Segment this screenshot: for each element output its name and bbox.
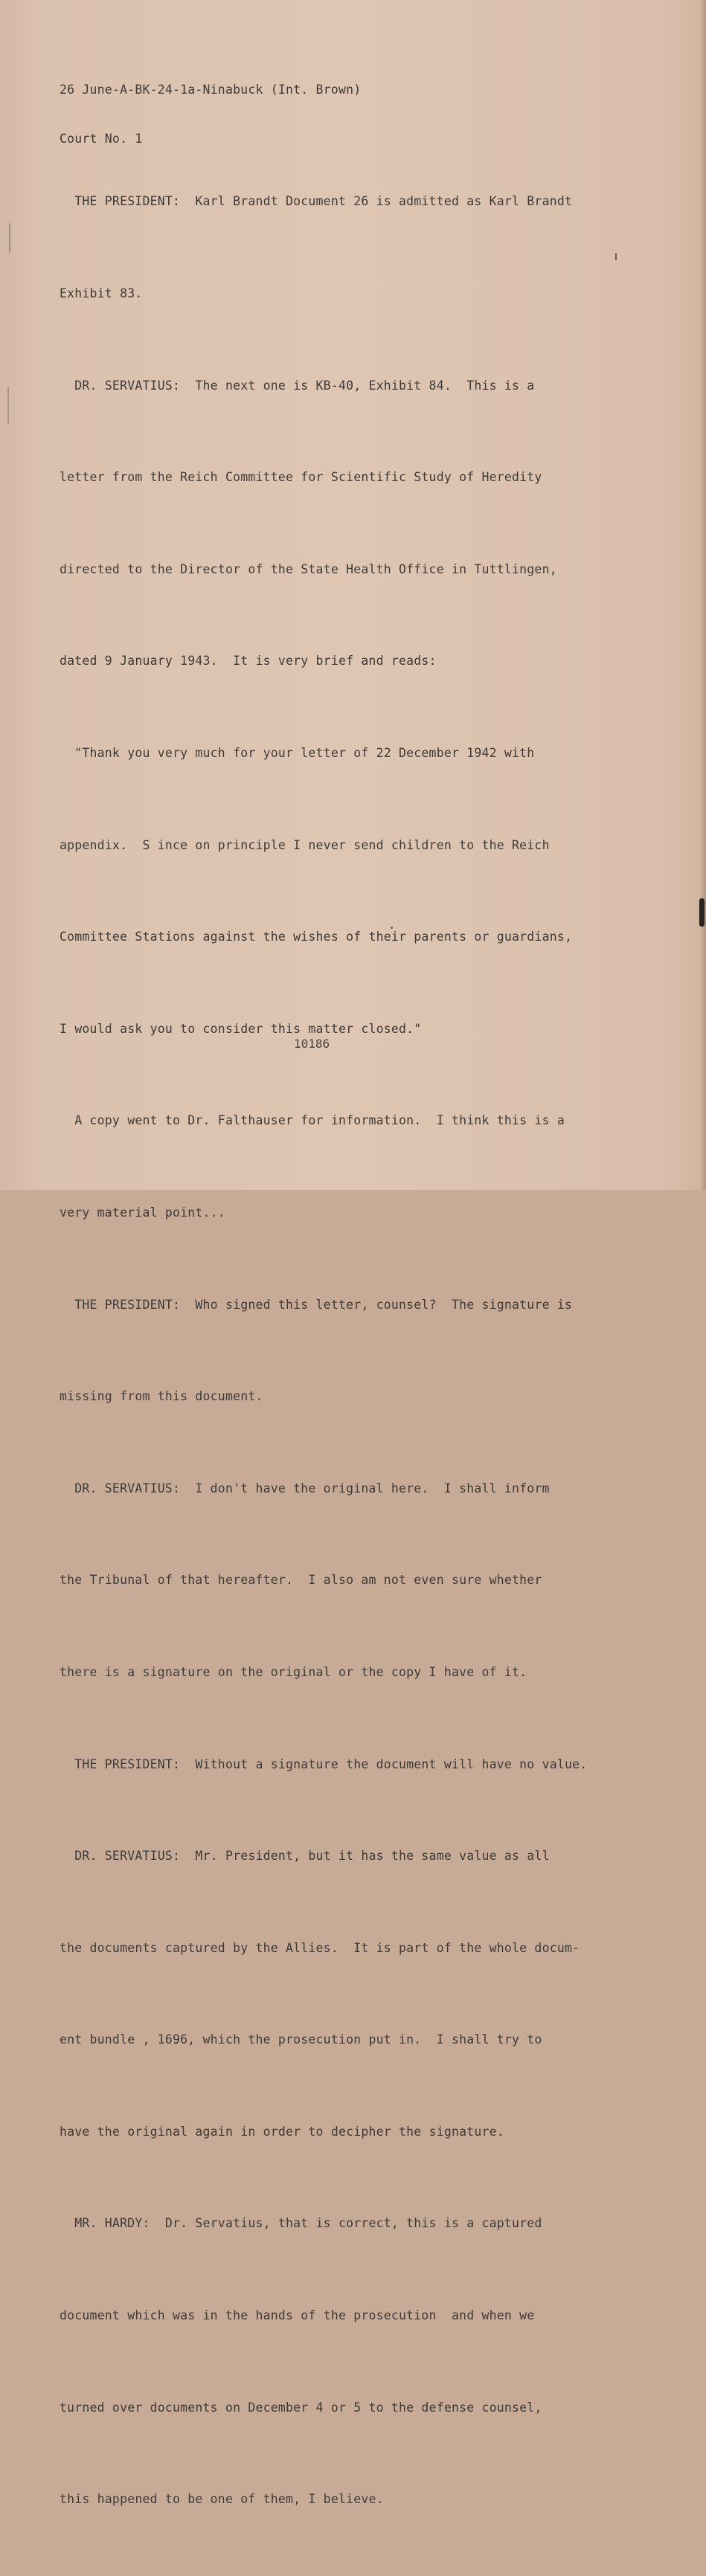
paper-speck [391, 927, 393, 929]
transcript-line: THE PRESIDENT: Without a signature the document will have no value. [60, 1756, 588, 1771]
transcript-line: A copy went to Dr. Falthauser for information. I think this is a [60, 1113, 565, 1128]
paper-speck [9, 223, 10, 253]
transcript-line: this happened to be one of them, I believe. [60, 2492, 384, 2507]
page-number: 10186 [294, 1037, 330, 1051]
header-line: 26 June-A-BK-24-1a-Ninabuck (Int. Brown) [60, 83, 362, 97]
transcript-line: DR. SERVATIUS: I don't have the original here. I shall inform [60, 1481, 550, 1495]
transcript-line: MR. HARDY: Dr. Servatius, that is correct, this is a captured [60, 2216, 542, 2231]
transcript-line: directed to the Director of the State Health Office in Tuttlingen, [60, 561, 557, 576]
transcript-line: Exhibit 83. [60, 286, 143, 300]
transcript-line: THE PRESIDENT: Karl Brandt Document 26 is admitted as Karl Brandt [60, 194, 573, 209]
binding-clip [699, 898, 705, 927]
transcript-line: have the original again in order to decipher the signature. [60, 2124, 504, 2139]
transcript-line: missing from this document. [60, 1389, 263, 1404]
paper-speck [7, 387, 9, 424]
transcript-line: there is a signature on the original or the copy I have of it. [60, 1664, 527, 1679]
transcript-line: appendix. S ince on principle I never send children to the Reich [60, 837, 550, 852]
transcript-line: ent bundle , 1696, which the prosecution put in. I shall try to [60, 2032, 542, 2047]
page-edge-shadow [700, 0, 706, 1190]
transcript-line: turned over documents on December 4 or 5 to the defense counsel, [60, 2400, 542, 2415]
transcript-line: very material point... [60, 1205, 225, 1220]
transcript-body [60, 125, 587, 2576]
transcript-line: Committee Stations against the wishes of their parents or guardians, [60, 930, 573, 944]
transcript-line: dated 9 January 1943. It is very brief and reads: [60, 654, 437, 669]
transcript-line: I would ask you to consider this matter closed." [60, 1021, 422, 1036]
transcript-line: "Thank you very much for your letter of 22 December 1942 with [60, 745, 535, 760]
header-line: Court No. 1 [60, 132, 143, 146]
transcript-line: the Tribunal of that hereafter. I also am not even sure whether [60, 1573, 542, 1588]
transcript-line: document which was in the hands of the prosecution and when we [60, 2308, 535, 2323]
transcript-line: THE PRESIDENT: Who signed this letter, counsel? The signature is [60, 1297, 573, 1312]
paper-speck [615, 253, 617, 260]
transcript-line: DR. SERVATIUS: The next one is KB-40, Exhibit 84. This is a [60, 378, 535, 393]
transcript-line: the documents captured by the Allies. It is part of the whole docum- [60, 1940, 580, 1955]
transcript-line: DR. SERVATIUS: Mr. President, but it has the same value as all [60, 1849, 550, 1864]
transcript-line: letter from the Reich Committee for Scientific Study of Heredity [60, 470, 542, 485]
